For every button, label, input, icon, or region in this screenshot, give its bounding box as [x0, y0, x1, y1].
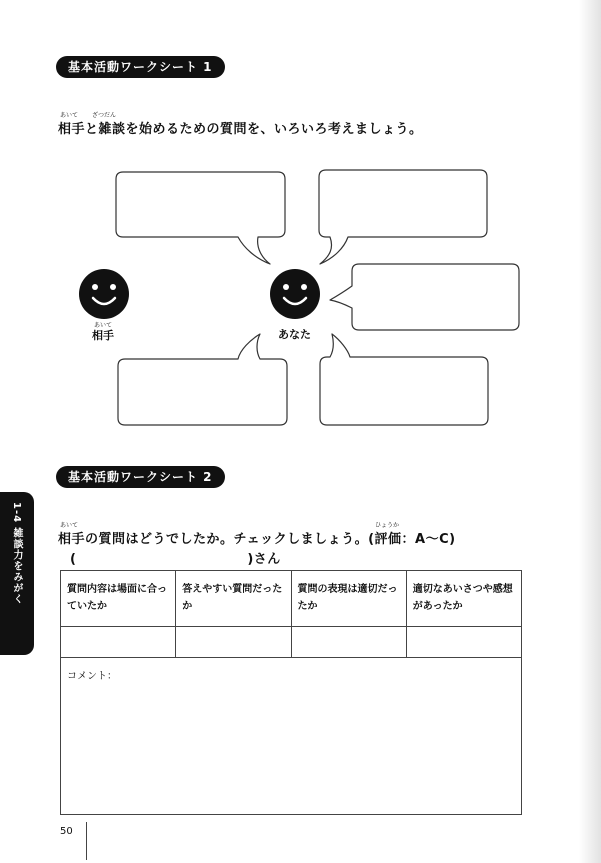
comment-box[interactable]: [61, 658, 522, 815]
page-number: 50: [60, 826, 73, 837]
page-number-rule: [86, 822, 87, 860]
ruby-zatsudan: ざつだん: [92, 112, 117, 119]
ruby-hyouka: ひょうか: [375, 522, 400, 529]
evaluation-table: [60, 570, 522, 815]
speech-bubble-top-left: [116, 172, 285, 264]
worksheet2-label: 基本活動ワークシート 2: [56, 466, 225, 488]
criterion-header: 答えやすい質問だったか: [176, 571, 291, 627]
worksheet1-label: 基本活動ワークシート 1: [56, 56, 225, 78]
speech-bubble-middle-right: [330, 264, 519, 330]
score-cell[interactable]: [61, 627, 176, 658]
partner-label: 相手: [92, 329, 114, 342]
criterion-header: 適切なあいさつや感想があったか: [406, 571, 521, 627]
comment-label: コメント：: [67, 671, 117, 682]
ruby-aite-2: あいて: [60, 522, 79, 529]
criterion-header: 質問の表現は適切だったか: [291, 571, 406, 627]
you-label: あなた: [278, 328, 311, 341]
speech-bubble-bottom-right: [320, 334, 488, 425]
score-cell[interactable]: [291, 627, 406, 658]
you-face-icon: [270, 269, 320, 319]
chapter-side-tab: [0, 492, 34, 655]
ruby-aite: あいて: [60, 112, 79, 119]
score-cell[interactable]: [176, 627, 291, 658]
speech-bubble-top-right: [319, 170, 487, 264]
chapter-side-tab-text: 1-4 雑談力をみがく: [11, 502, 22, 605]
worksheet2-prompt: 相手の質問はどうでしたか。チェックしましょう。(評価：A～C): [58, 532, 456, 547]
worksheet1-prompt: 相手と雑談を始めるための質問を、いろいろ考えましょう。: [58, 122, 423, 137]
partner-name-line: ( )さん: [70, 552, 281, 567]
partner-face-icon: [79, 269, 129, 319]
score-cell[interactable]: [406, 627, 521, 658]
criterion-header: 質問内容は場面に合っていたか: [61, 571, 176, 627]
partner-ruby: あいて: [94, 322, 113, 329]
speech-bubble-bottom-left: [118, 334, 287, 425]
